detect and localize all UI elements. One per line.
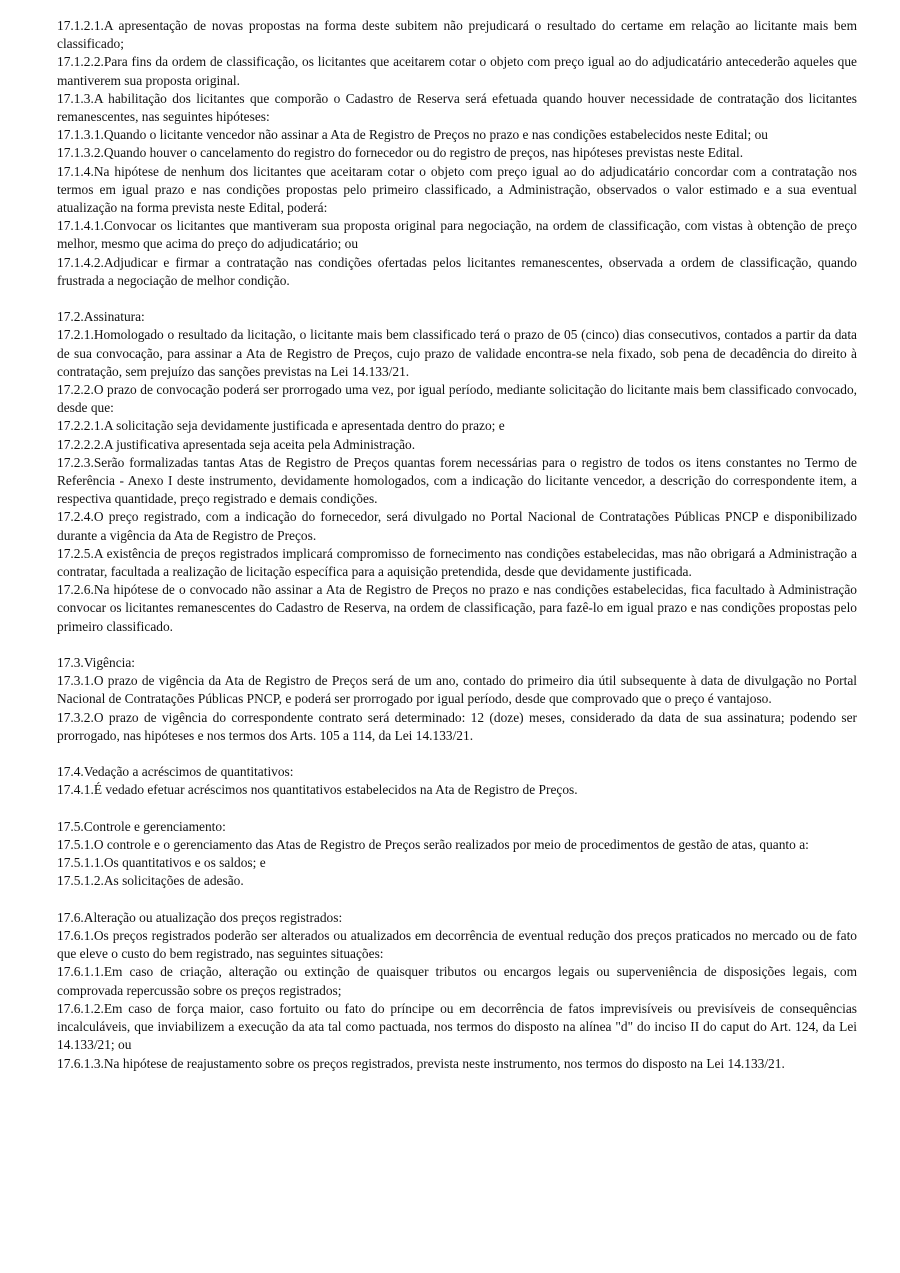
paragraph: 17.2.2.O prazo de convocação poderá ser prorrogado uma vez, por igual período, mediante solicitação do licitante mais bem classificado convocado, desde que: [57, 382, 857, 416]
paragraph: 17.2.2.1.A solicitação seja devidamente justificada e apresentada dentro do prazo; e [57, 418, 505, 434]
paragraph: 17.5.1.2.As solicitações de adesão. [57, 873, 244, 889]
paragraph: 17.2.1.Homologado o resultado da licitação, o licitante mais bem classificado terá o prazo de 05 (cinco) dias consecutivos, contados a partir da data de sua convocação, para assinar a Ata de Registro de Preços, cujo prazo de validade encontra-se nela fixado, sob pena de decadência do direito à contratação, sem prejuízo das sanções previstas na Lei 14.133/21. [57, 327, 857, 379]
document-section [57, 17, 857, 290]
paragraph: 17.2.5.A existência de preços registrados implicará compromisso de fornecimento nas condições estabelecidas, mas não obrigará a Administração a contratar, facultada a realização de licitação específica para a aquisição pretendida, desde que devidamente justificada. [57, 545, 857, 580]
paragraph: 17.1.3.1.Quando o licitante vencedor não assinar a Ata de Registro de Preços no prazo e nas condições estabelecidos neste Edital; ou [57, 127, 768, 143]
section-heading: 17.5.Controle e gerenciamento: [57, 818, 226, 834]
paragraph: 17.1.4.2.Adjudicar e firmar a contratação nas condições ofertadas pelos licitantes remanescentes, observada a ordem de classificação, quando frustrada a negociação de melhor condição. [57, 254, 857, 288]
paragraph: 17.2.3.Serão formalizadas tantas Atas de Registro de Preços quantas forem necessárias para o registro de todos os itens constantes no Termo de Referência - Anexo I deste instrumento, devidamente homologados, com a indicação do licitante vencedor, a descrição do correspondente item, a respectiva quantidade, preço registrado e demais condições. [57, 454, 857, 507]
paragraph: 17.6.1.Os preços registrados poderão ser alterados ou atualizados em decorrência de eventual redução dos preços praticados no mercado ou de fato que eleve o custo do bem registrado, nas seguintes situações: [57, 928, 857, 962]
paragraph: 17.3.1.O prazo de vigência da Ata de Registro de Preços será de um ano, contado do primeiro dia útil subsequente à data de divulgação no Portal Nacional de Contratações Públicas PNCP, e poderá ser prorrogado por igual período, desde que comprovado que o preço é vantajoso. [57, 673, 857, 707]
paragraph: 17.5.1.O controle e o gerenciamento das Atas de Registro de Preços serão realizados por meio de procedimentos de gestão de atas, quanto a: [57, 837, 809, 853]
paragraph: 17.1.2.2.Para fins da ordem de classificação, os licitantes que aceitarem cotar o objeto com preço igual ao do adjudicatário antecederão aqueles que mantiverem sua proposta original. [57, 54, 857, 88]
paragraph: 17.1.3.2.Quando houver o cancelamento do registro do fornecedor ou do registro de preços, nas hipóteses previstas neste Edital. [57, 145, 744, 161]
paragraph: 17.4.1.É vedado efetuar acréscimos nos quantitativos estabelecidos na Ata de Registro de Preços. [57, 782, 578, 798]
section-heading: 17.2.Assinatura: [57, 309, 145, 325]
paragraph: 17.5.1.1.Os quantitativos e os saldos; e [57, 855, 266, 871]
paragraph: 17.6.1.2.Em caso de força maior, caso fortuito ou fato do príncipe ou em decorrência de fatos imprevisíveis ou previsíveis de consequências incalculáveis, que inviabilizem a execução da ata tal como pactuada, nos termos do disposto na alínea "d" do inciso II do caput do Art. 124, da Lei 14.133/21; ou [57, 1000, 857, 1053]
section-heading: 17.6.Alteração ou atualização dos preços registrados: [57, 909, 343, 925]
paragraph: 17.1.3.A habilitação dos licitantes que comporão o Cadastro de Reserva será efetuada quando houver necessidade de contratação dos licitantes remanescentes, nas seguintes hipóteses: [57, 90, 857, 125]
document-section [57, 909, 857, 1073]
document-section [57, 763, 857, 799]
paragraph: 17.2.2.2.A justificativa apresentada seja aceita pela Administração. [57, 436, 416, 452]
section-heading: 17.4.Vedação a acréscimos de quantitativos: [57, 764, 294, 780]
paragraph: 17.3.2.O prazo de vigência do correspondente contrato será determinado: 12 (doze) meses, considerado da data de sua assinatura; podendo ser prorrogado, nas hipóteses e nos termos dos Arts. 105 a 114, da Lei 14.133/21. [57, 709, 857, 743]
paragraph: 17.1.4.1.Convocar os licitantes que mantiveram sua proposta original para negociação, na ordem de classificação, com vistas à obtenção de preço melhor, mesmo que acima do preço do adjudicatário; ou [57, 218, 857, 252]
paragraph: 17.2.6.Na hipótese de o convocado não assinar a Ata de Registro de Preços no prazo e nas condições estabelecidas, fica facultado à Administração convocar os licitantes remanescentes do Cadastro de Reserva, na ordem de classificação, para fazê-lo em igual prazo e nas condições propostas pelo primeiro classificado. [57, 582, 857, 634]
section-heading: 17.3.Vigência: [57, 655, 136, 671]
paragraph: 17.6.1.1.Em caso de criação, alteração ou extinção de quaisquer tributos ou encargos legais ou superveniência de disposições legais, com comprovada repercussão sobre os preços registrados; [57, 964, 857, 998]
document-section [57, 654, 857, 745]
document-section [57, 308, 857, 636]
document-section [57, 818, 857, 891]
paragraph: 17.6.1.3.Na hipótese de reajustamento sobre os preços registrados, prevista neste instrumento, nos termos do disposto na Lei 14.133/21. [57, 1055, 785, 1071]
paragraph: 17.2.4.O preço registrado, com a indicação do fornecedor, será divulgado no Portal Nacional de Contratações Públicas PNCP e disponibilizado durante a vigência da Ata de Registro de Preços. [57, 509, 857, 543]
paragraph: 17.1.4.Na hipótese de nenhum dos licitantes que aceitaram cotar o objeto com preço igual ao do adjudicatário concordar com a contratação nos termos em igual prazo e nas condições propostas pelo primeiro classificado, a Administração, observados o valor estimado e a sua eventual atualização na forma prevista neste Edital, poderá: [57, 163, 857, 216]
document-page [57, 17, 857, 1091]
paragraph: 17.1.2.1.A apresentação de novas propostas na forma deste subitem não prejudicará o resultado do certame em relação ao licitante mais bem classificado; [57, 18, 857, 52]
